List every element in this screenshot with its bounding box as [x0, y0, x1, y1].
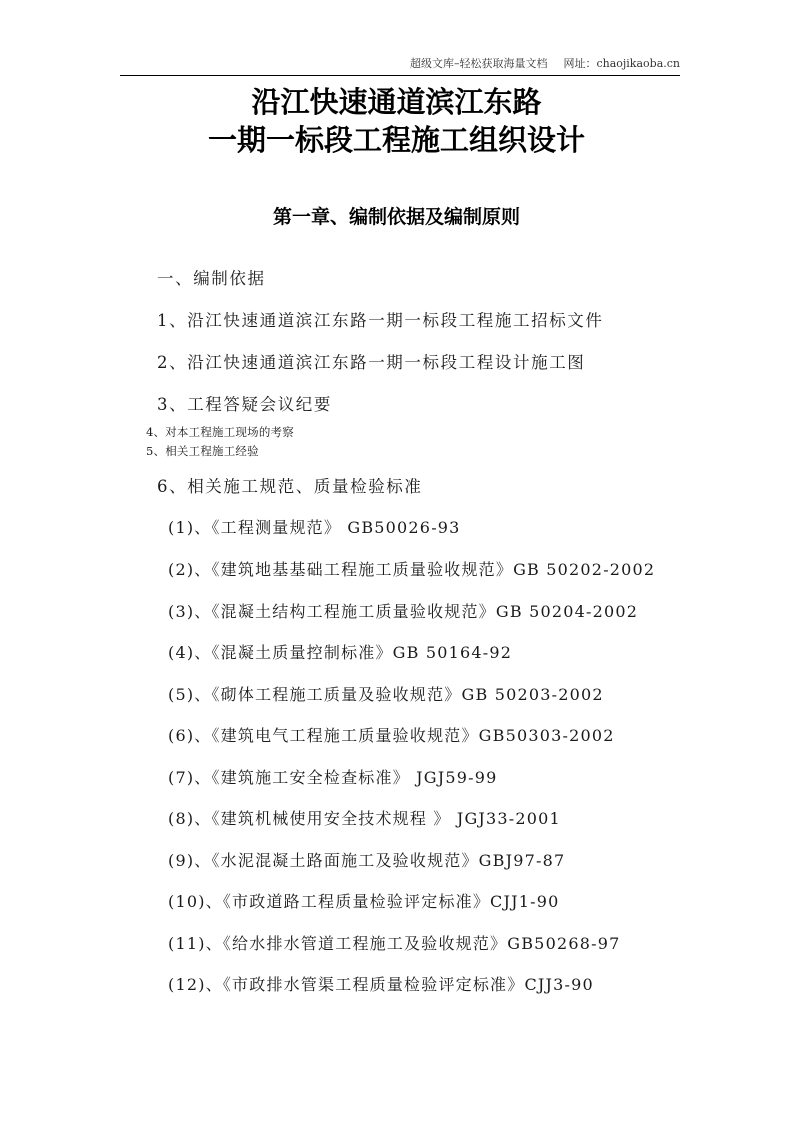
standard-item-4: (4)、《混凝土质量控制标准》GB 50164-92	[168, 643, 513, 662]
document-title-line-2: 一期一标段工程施工组织设计	[207, 123, 585, 157]
standard-item-1: (1)、《工程测量规范》 GB50026-93	[168, 518, 461, 537]
basis-item-6: 6、相关施工规范、质量检验标准	[157, 477, 423, 496]
standard-item-9: (9)、《水泥混凝土路面施工及验收规范》GBJ97-87	[168, 851, 566, 870]
standard-item-10: (10)、《市政道路工程质量检验评定标准》CJJ1-90	[168, 892, 560, 911]
basis-item-5: 5、相关工程施工经验	[146, 444, 259, 458]
standard-item-8: (8)、《建筑机械使用安全技术规程 》 JGJ33-2001	[168, 809, 561, 828]
standard-item-3: (3)、《混凝土结构工程施工质量验收规范》GB 50204-2002	[168, 602, 639, 621]
basis-item-2: 2、沿江快速通道滨江东路一期一标段工程设计施工图	[157, 353, 586, 372]
document-title-line-1: 沿江快速通道滨江东路	[251, 85, 542, 119]
standard-item-2: (2)、《建筑地基基础工程施工质量验收规范》GB 50202-2002	[168, 560, 656, 579]
header-site-slogan: 超级文库–轻松获取海量文档	[409, 57, 548, 70]
section-heading: 一、编制依据	[157, 269, 266, 288]
standard-item-6: (6)、《建筑电气工程施工质量验收规范》GB50303-2002	[168, 726, 615, 745]
standard-item-7: (7)、《建筑施工安全检查标准》 JGJ59-99	[168, 768, 498, 787]
basis-item-1: 1、沿江快速通道滨江东路一期一标段工程施工招标文件	[157, 311, 604, 330]
basis-item-4: 4、对本工程施工现场的考察	[146, 425, 294, 439]
standard-item-12: (12)、《市政排水管渠工程质量检验评定标准》CJJ3-90	[168, 975, 594, 994]
basis-item-3: 3、工程答疑会议纪要	[157, 395, 332, 414]
standard-item-11: (11)、《给水排水管道工程施工及验收规范》GB50268-97	[168, 934, 621, 953]
page-header	[120, 55, 680, 76]
chapter-heading: 第一章、编制依据及编制原则	[272, 206, 520, 228]
header-site-url: 网址：chaojikaoba.cn	[563, 57, 680, 70]
standard-item-5: (5)、《砌体工程施工质量及验收规范》GB 50203-2002	[168, 685, 604, 704]
